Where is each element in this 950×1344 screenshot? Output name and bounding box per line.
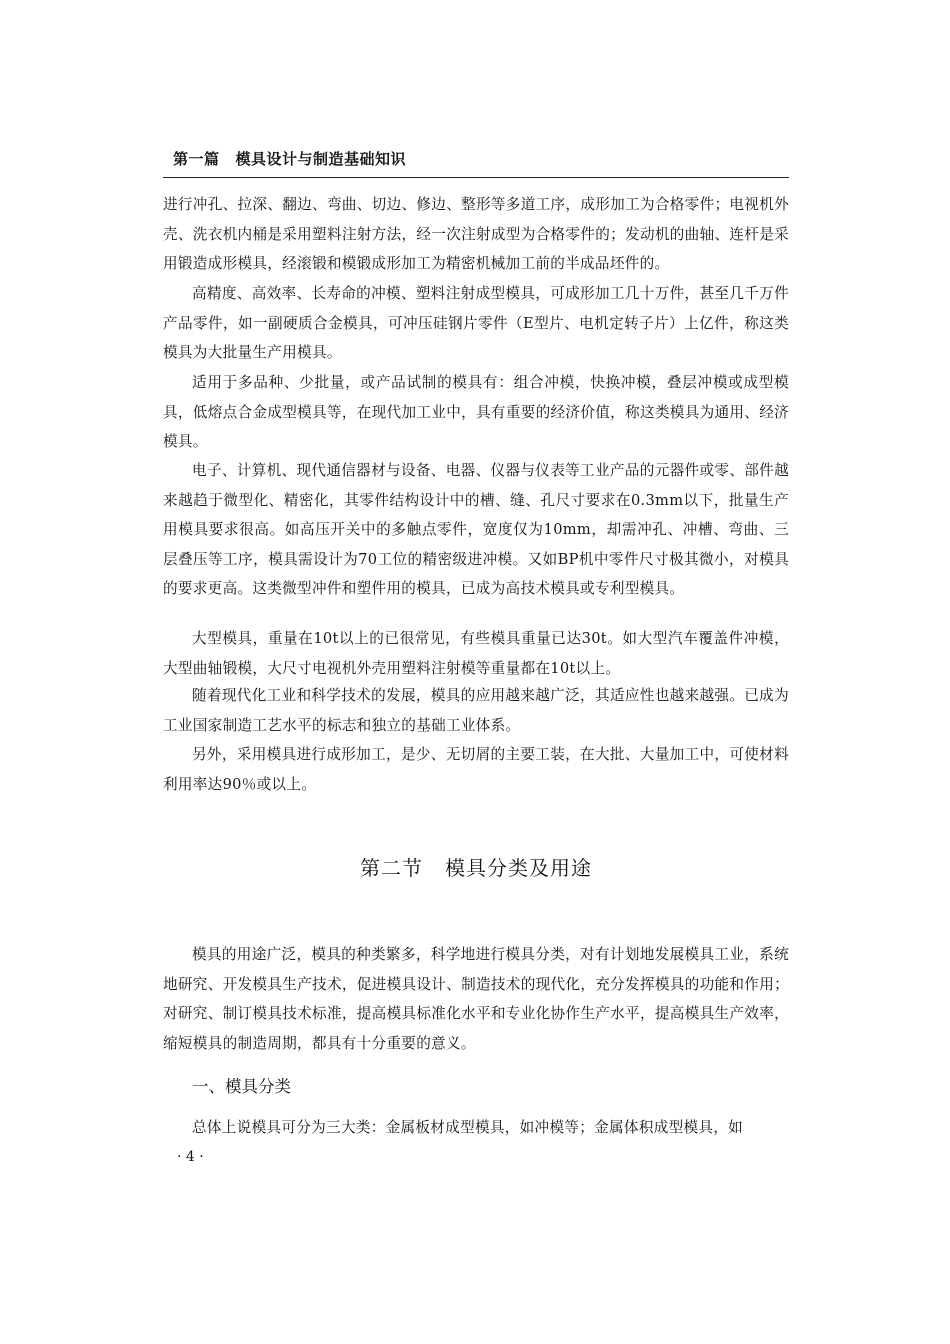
- running-head-title: 模具设计与制造基础知识: [235, 150, 407, 168]
- body-paragraph: 随着现代化工业和科学技术的发展，模具的应用越来越广泛，其适应性也越来越强。已成为工业国家制造工艺水平的标志和独立的基础工业体系。: [163, 687, 789, 734]
- body-paragraph: 另外，采用模具进行成形加工，是少、无切屑的主要工装，在大批、大量加工中，可使材料利用率达90％或以上。: [163, 746, 789, 793]
- body-paragraph: 高精度、高效率、长寿命的冲模、塑料注射成型模具，可成形加工几十万件，甚至几千万件产品零件，如一副硬质合金模具，可冲压硅钢片零件（E型片、电机定转子片）上亿件，称这类模具为大批量生产用模具。: [163, 285, 789, 361]
- section-heading: [163, 852, 789, 881]
- book-page: [163, 0, 789, 1344]
- body-paragraph: 总体上说模具可分为三大类：金属板材成型模具，如冲模等；金属体积成型模具，如: [192, 1119, 744, 1136]
- body-paragraph: 电子、计算机、现代通信器材与设备、电器、仪器与仪表等工业产品的元器件或零、部件越来越趋于微型化、精密化，其零件结构设计中的槽、缝、孔尺寸要求在0.3mm以下，批量生产用模具要求很高。如高压开关中的多触点零件，宽度仅为10mm，却需冲孔、冲槽、弯曲、三层叠压等工序，模具需设计为70工位的精密级进冲模。又如BP机中零件尺寸极其微小，对模具的要求更高。这类微型冲件和塑件用的模具，已成为高技术模具或专利型模具。: [163, 462, 789, 597]
- section-number: 第二节: [360, 856, 423, 880]
- page-number: · 4 ·: [177, 1149, 204, 1165]
- header-rule: [163, 177, 789, 178]
- body-paragraph-continued: 进行冲孔、拉深、翻边、弯曲、切边、修边、整形等多道工序，成形加工为合格零件；电视机外壳、洗衣机内桶是采用塑料注射方法，经一次注射成型为合格零件的；发动机的曲轴、连杆是采用锻造成形模具，经滚锻和模锻成形加工为精密机械加工前的半成品坯件的。: [163, 196, 789, 272]
- section-intro-paragraph: 模具的用途广泛，模具的种类繁多，科学地进行模具分类，对有计划地发展模具工业，系统地研究、开发模具生产技术，促进模具设计、制造技术的现代化，充分发挥模具的功能和作用；对研究、制订模具技术标准，提高模具标准化水平和专业化协作生产水平，提高模具生产效率，缩短模具的制造周期，都具有十分重要的意义。: [163, 946, 789, 1052]
- subsection-heading: 一、模具分类: [192, 1077, 291, 1096]
- running-head: [173, 148, 406, 169]
- body-paragraph: 大型模具，重量在10t以上的已很常见，有些模具重量已达30t。如大型汽车覆盖件冲模，大型曲轴锻模，大尺寸电视机外壳用塑料注射模等重量都在10t以上。: [163, 630, 789, 677]
- running-head-part: 第一篇: [173, 150, 220, 168]
- section-title: 模具分类及用途: [445, 856, 592, 880]
- body-paragraph: 适用于多品种、少批量，或产品试制的模具有：组合冲模，快换冲模，叠层冲模或成型模具，低熔点合金成型模具等，在现代加工业中，具有重要的经济价值，称这类模具为通用、经济模具。: [163, 374, 789, 450]
